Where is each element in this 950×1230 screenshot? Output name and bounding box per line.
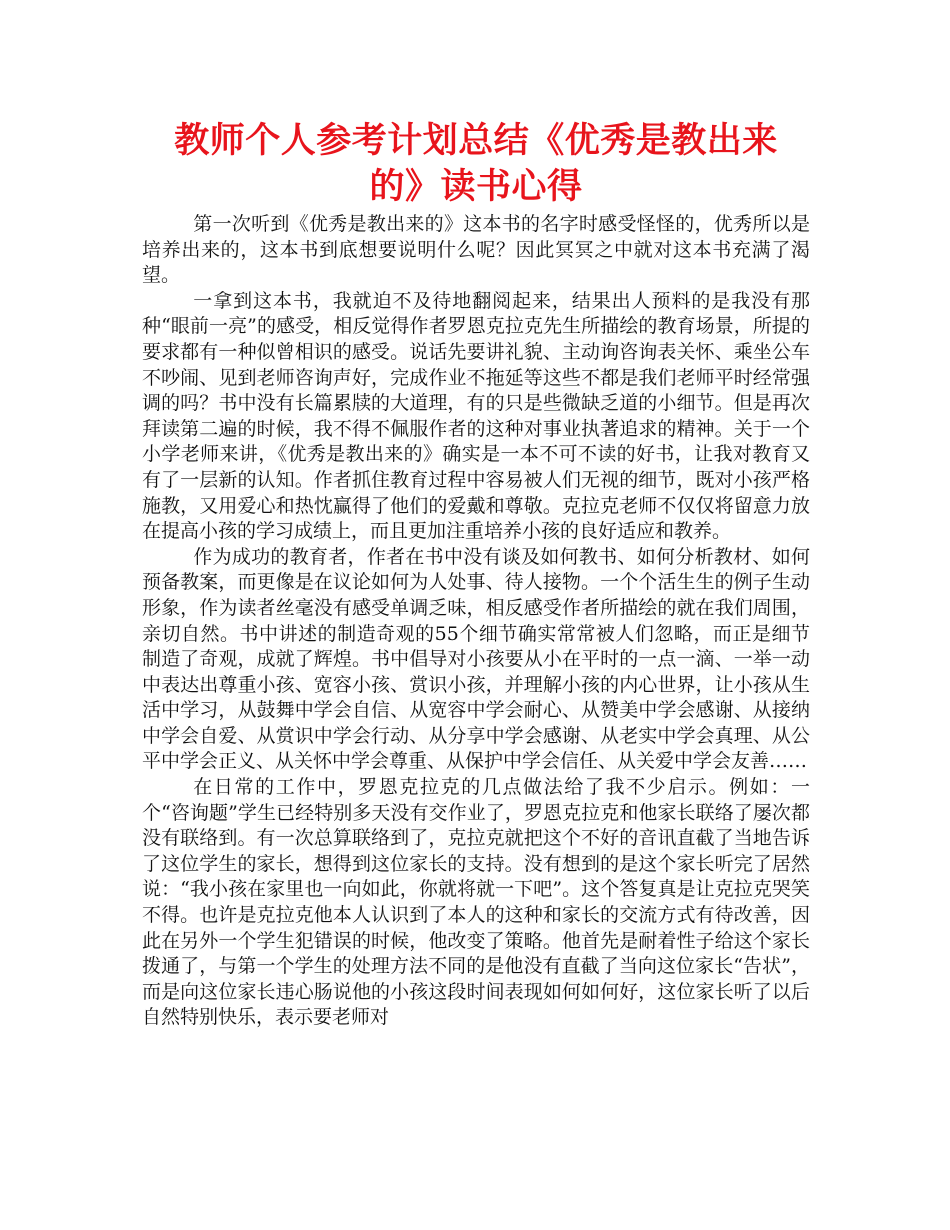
paragraph-3: 作为成功的教育者，作者在书中没有谈及如何教书、如何分析教材、如何预备教案，而更像是在议论如何为人处事、待人接物。一个个活生生的例子生动形象，作为读者丝毫没有感受单调乏味，相反感受作者所描绘的就在我们周围，亲切自然。书中讲述的制造奇观的55个细节确实常常被人们忽略，而正是细节制造了奇观，成就了辉煌。书中倡导对小孩要从小在平时的一点一滴、一举一动中表达出尊重小孩、宽容小孩、赏识小孩，并理解小孩的内心世界，让小孩从生活中学习，从鼓舞中学会自信、从宽容中学会耐心、从赞美中学会感谢、从接纳中学会自爱、从赏识中学会行动、从分享中学会感谢、从老实中学会真理、从公平中学会正义、从关怀中学会尊重、从保护中学会信任、从关爱中学会友善…… [142, 545, 810, 773]
paragraph-4: 在日常的工作中，罗恩克拉克的几点做法给了我不少启示。例如：一个“咨询题”学生已经特别多天没有交作业了，罗恩克拉克和他家长联络了屡次都没有联络到。有一次总算联络到了，克拉克就把这个不好的音讯直截了当地告诉了这位学生的家长，想得到这位家长的支持。没有想到的是这个家长听完了居然说：“我小孩在家里也一向如此，你就将就一下吧”。这个答复真是让克拉克哭笑不得。也许是克拉克他本人认识到了本人的这种和家长的交流方式有待改善，因此在另外一个学生犯错误的时候，他改变了策略。他首先是耐着性子给这个家长拨通了，与第一个学生的处理方法不同的是他没有直截了当向这位家长“告状”，而是向这位家长违心肠说他的小孩这段时间表现如何如何好，这位家长听了以后自然特别快乐，表示要老师对 [142, 776, 810, 1029]
paragraph-1: 第一次听到《优秀是教出来的》这本书的名字时感受怪怪的，优秀所以是培养出来的，这本书到底想要说明什么呢？因此冥冥之中就对这本书充满了渴望。 [142, 213, 810, 287]
document-body [142, 212, 810, 1031]
paragraph-2: 一拿到这本书，我就迫不及待地翻阅起来，结果出人预料的是我没有那种“眼前一亮”的感受，相反觉得作者罗恩克拉克先生所描绘的教育场景，所提的要求都有一种似曾相识的感受。说话先要讲礼貌、主动询咨询表关怀、乘坐公车不吵闹、见到老师咨询声好，完成作业不拖延等这些不都是我们老师平时经常强调的吗？书中没有长篇累牍的大道理，有的只是些微缺乏道的小细节。但是再次拜读第二遍的时候，我不得不佩服作者的这种对事业执著追求的精神。关于一个小学老师来讲，《优秀是教出来的》确实是一本不可不读的好书，让我对教育又有了一层新的认知。作者抓住教育过程中容易被人们无视的细节，既对小孩严格施教，又用爱心和热忱赢得了他们的爱戴和尊敬。克拉克老师不仅仅将留意力放在提高小孩的学习成绩上，而且更加注重培养小孩的良好适应和教养。 [142, 289, 810, 543]
title-line-1: 教师个人参考计划总结《优秀是教出来 [174, 121, 778, 161]
title-line-2: 的》读书心得 [369, 167, 583, 207]
document-page [142, 118, 810, 1031]
document-title [142, 118, 810, 210]
